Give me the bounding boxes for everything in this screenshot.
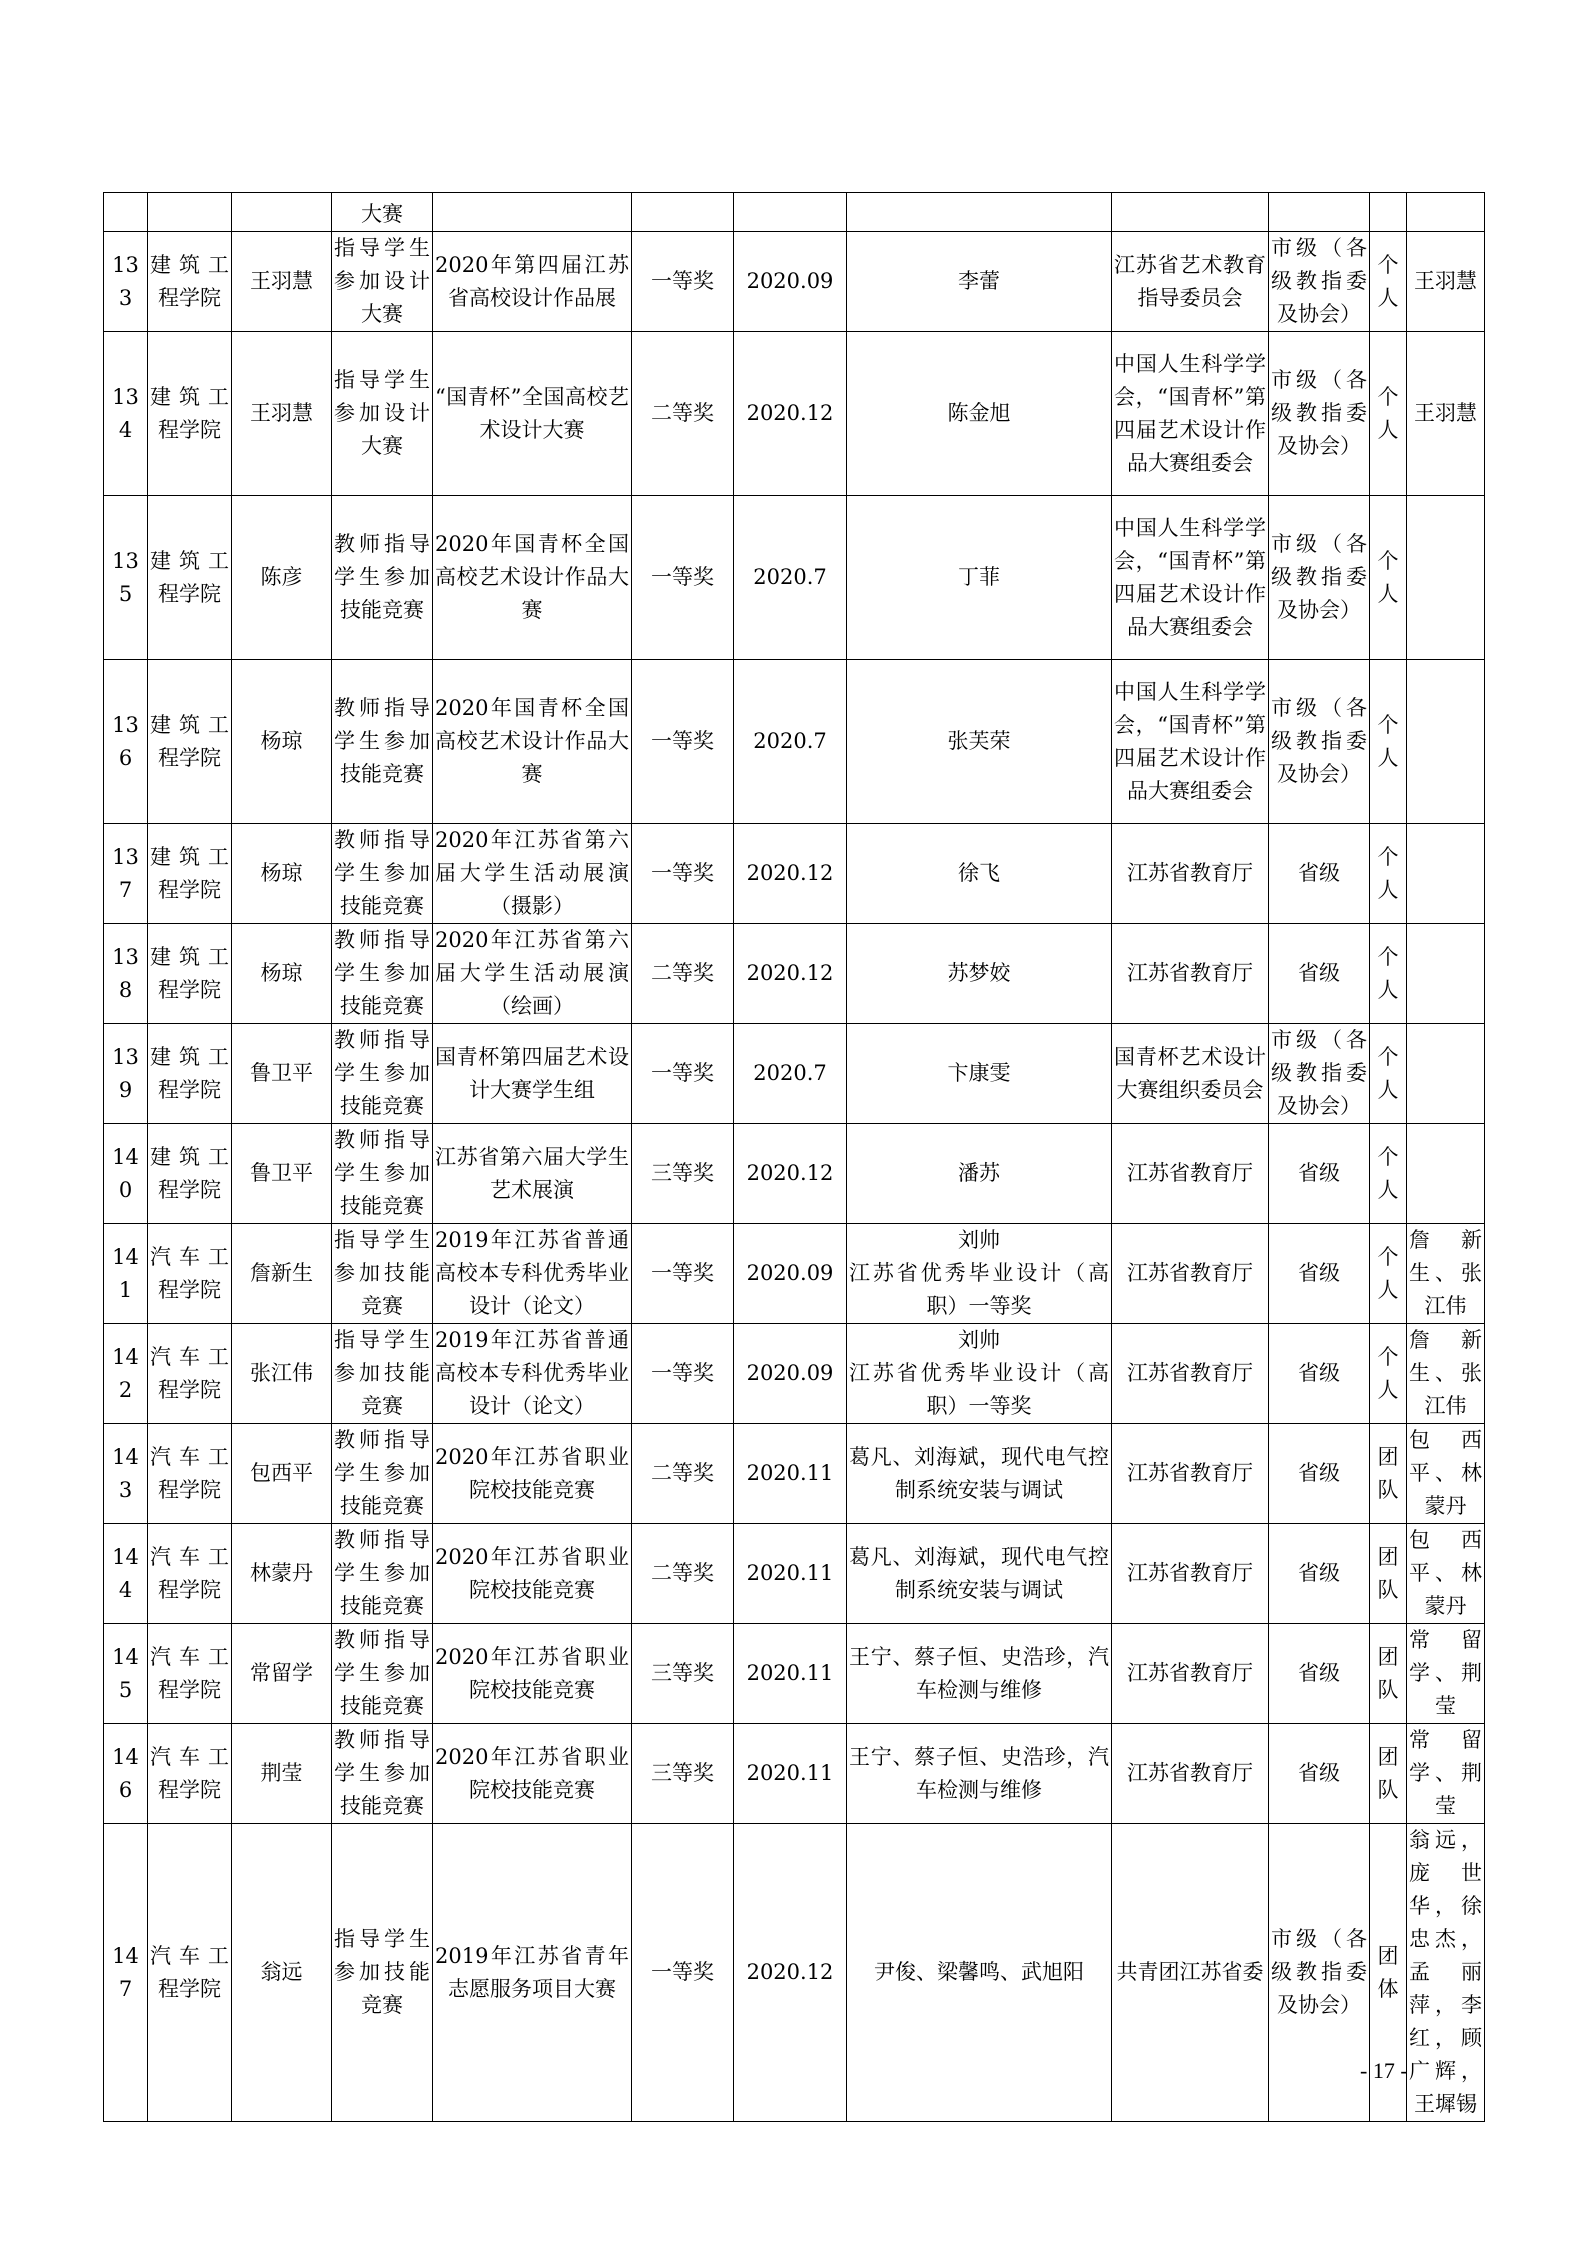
cell-date: 2020.7 [734,496,847,660]
cell-student: 苏梦姣 [847,924,1112,1024]
cell-no: 139 [104,1024,148,1124]
cell-members: 詹新生、张江伟 [1407,1324,1485,1424]
cell-organizer: 中国人生科学学会，“国青杯”第四届艺术设计作品大赛组委会 [1112,496,1269,660]
table-row [104,924,1485,1024]
cell-kind: 个人 [1370,1224,1407,1324]
cell-members [1407,496,1485,660]
cell-kind [1370,193,1407,232]
cell-college: 建筑工程学院 [148,332,232,496]
cell-members: 包西平、林蒙丹 [1407,1424,1485,1524]
cell-level: 市级（各级教指委及协会） [1269,332,1370,496]
cell-award: 二等奖 [632,332,734,496]
cell-college: 汽车工程学院 [148,1424,232,1524]
cell-level: 市级（各级教指委及协会） [1269,660,1370,824]
cell-competition: 2019年江苏省普通高校本专科优秀毕业设计（论文） [433,1324,632,1424]
cell-award: 一等奖 [632,496,734,660]
cell-members [1407,1024,1485,1124]
cell-level: 省级 [1269,1724,1370,1824]
cell-student: 丁菲 [847,496,1112,660]
cell-student: 王宁、蔡子恒、史浩珍，汽车检测与维修 [847,1624,1112,1724]
cell-college: 建筑工程学院 [148,1024,232,1124]
cell-type: 指导学生参加设计大赛 [332,332,433,496]
cell-no: 136 [104,660,148,824]
table-row [104,1824,1485,2122]
table-row [104,660,1485,824]
cell-type: 指导学生参加技能竞赛 [332,1324,433,1424]
cell-competition: 2020年江苏省职业院校技能竞赛 [433,1524,632,1624]
table-row [104,824,1485,924]
cell-no: 140 [104,1124,148,1224]
cell-student: 李蕾 [847,232,1112,332]
cell-date: 2020.09 [734,1324,847,1424]
cell-type: 教师指导学生参加技能竞赛 [332,824,433,924]
cell-competition: “国青杯”全国高校艺术设计大赛 [433,332,632,496]
cell-no: 146 [104,1724,148,1824]
cell-person [232,193,332,232]
cell-date [734,193,847,232]
cell-level: 省级 [1269,924,1370,1024]
cell-date: 2020.09 [734,232,847,332]
table-row [104,1424,1485,1524]
cell-date: 2020.12 [734,1124,847,1224]
cell-organizer: 江苏省教育厅 [1112,824,1269,924]
cell-date: 2020.11 [734,1624,847,1724]
cell-level: 省级 [1269,1124,1370,1224]
cell-date: 2020.11 [734,1524,847,1624]
cell-student: 陈金旭 [847,332,1112,496]
cell-level: 省级 [1269,824,1370,924]
cell-organizer: 国青杯艺术设计大赛组织委员会 [1112,1024,1269,1124]
cell-award: 三等奖 [632,1624,734,1724]
cell-person: 包西平 [232,1424,332,1524]
cell-type: 教师指导学生参加技能竞赛 [332,660,433,824]
cell-date: 2020.12 [734,924,847,1024]
cell-date: 2020.11 [734,1424,847,1524]
cell-no: 141 [104,1224,148,1324]
cell-organizer: 江苏省教育厅 [1112,1724,1269,1824]
cell-award: 二等奖 [632,1524,734,1624]
cell-level: 省级 [1269,1524,1370,1624]
cell-type: 教师指导学生参加技能竞赛 [332,1724,433,1824]
cell-date: 2020.09 [734,1224,847,1324]
cell-level: 省级 [1269,1424,1370,1524]
cell-person: 詹新生 [232,1224,332,1324]
page-number: - 17 - [1360,2058,1408,2083]
cell-student: 王宁、蔡子恒、史浩珍，汽车检测与维修 [847,1724,1112,1824]
cell-award: 一等奖 [632,1824,734,2122]
cell-no: 137 [104,824,148,924]
cell-student: 尹俊、梁馨鸣、武旭阳 [847,1824,1112,2122]
cell-college: 建筑工程学院 [148,496,232,660]
cell-type: 教师指导学生参加技能竞赛 [332,1524,433,1624]
cell-student: 潘苏 [847,1124,1112,1224]
cell-kind: 个人 [1370,824,1407,924]
cell-level: 省级 [1269,1324,1370,1424]
cell-award: 二等奖 [632,924,734,1024]
cell-student: 卞康雯 [847,1024,1112,1124]
cell-type: 教师指导学生参加技能竞赛 [332,1124,433,1224]
cell-person: 鲁卫平 [232,1124,332,1224]
cell-college: 汽车工程学院 [148,1324,232,1424]
cell-competition: 2020年江苏省第六届大学生活动展演（摄影） [433,824,632,924]
cell-award [632,193,734,232]
cell-person: 王羽慧 [232,332,332,496]
cell-award: 一等奖 [632,824,734,924]
cell-no: 144 [104,1524,148,1624]
cell-organizer: 江苏省教育厅 [1112,1224,1269,1324]
cell-members [1407,824,1485,924]
cell-organizer: 共青团江苏省委 [1112,1824,1269,2122]
cell-person: 杨琼 [232,824,332,924]
cell-award: 一等奖 [632,1224,734,1324]
cell-person: 荆莹 [232,1724,332,1824]
cell-members: 常留学、荆莹 [1407,1724,1485,1824]
cell-organizer: 江苏省教育厅 [1112,1524,1269,1624]
cell-type: 大赛 [332,193,433,232]
cell-competition: 2019年江苏省青年志愿服务项目大赛 [433,1824,632,2122]
cell-level: 市级（各级教指委及协会） [1269,232,1370,332]
cell-no: 138 [104,924,148,1024]
cell-type: 指导学生参加技能竞赛 [332,1224,433,1324]
cell-award: 三等奖 [632,1724,734,1824]
cell-competition: 2020年江苏省职业院校技能竞赛 [433,1724,632,1824]
cell-student: 刘帅 江苏省优秀毕业设计（高职）一等奖 [847,1224,1112,1324]
cell-kind: 个人 [1370,496,1407,660]
cell-type: 教师指导学生参加技能竞赛 [332,1424,433,1524]
cell-person: 翁远 [232,1824,332,2122]
cell-no: 135 [104,496,148,660]
cell-competition: 国青杯第四届艺术设计大赛学生组 [433,1024,632,1124]
cell-members: 包西平、林蒙丹 [1407,1524,1485,1624]
cell-kind: 团队 [1370,1624,1407,1724]
cell-members [1407,660,1485,824]
cell-level: 市级（各级教指委及协会） [1269,1024,1370,1124]
cell-kind: 个人 [1370,332,1407,496]
cell-members: 王羽慧 [1407,232,1485,332]
cell-college [148,193,232,232]
cell-kind: 团队 [1370,1724,1407,1824]
cell-award: 三等奖 [632,1124,734,1224]
cell-student: 张芙荣 [847,660,1112,824]
cell-type: 教师指导学生参加技能竞赛 [332,1024,433,1124]
cell-members: 常留学、荆莹 [1407,1624,1485,1724]
cell-person: 林蒙丹 [232,1524,332,1624]
table-row [104,1224,1485,1324]
cell-type: 教师指导学生参加技能竞赛 [332,496,433,660]
cell-kind: 个人 [1370,232,1407,332]
table-row [104,1624,1485,1724]
cell-no: 147 [104,1824,148,2122]
cell-person: 张江伟 [232,1324,332,1424]
cell-no: 134 [104,332,148,496]
cell-college: 建筑工程学院 [148,232,232,332]
cell-organizer: 江苏省教育厅 [1112,1124,1269,1224]
cell-college: 汽车工程学院 [148,1224,232,1324]
cell-organizer: 江苏省教育厅 [1112,1324,1269,1424]
cell-college: 汽车工程学院 [148,1524,232,1624]
cell-members [1407,193,1485,232]
cell-competition: 2020年国青杯全国高校艺术设计作品大赛 [433,660,632,824]
cell-college: 建筑工程学院 [148,824,232,924]
cell-college: 建筑工程学院 [148,660,232,824]
cell-college: 汽车工程学院 [148,1724,232,1824]
award-table [103,192,1485,2122]
cell-student: 徐飞 [847,824,1112,924]
cell-college: 建筑工程学院 [148,924,232,1024]
cell-award: 一等奖 [632,660,734,824]
cell-date: 2020.11 [734,1724,847,1824]
cell-college: 汽车工程学院 [148,1824,232,2122]
table-row [104,1024,1485,1124]
cell-award: 一等奖 [632,1024,734,1124]
cell-members [1407,924,1485,1024]
table-body [104,193,1485,2122]
cell-kind: 团体 [1370,1824,1407,2122]
cell-competition: 2020年江苏省职业院校技能竞赛 [433,1424,632,1524]
cell-student: 刘帅 江苏省优秀毕业设计（高职）一等奖 [847,1324,1112,1424]
cell-organizer: 江苏省教育厅 [1112,924,1269,1024]
cell-student: 葛凡、刘海斌，现代电气控制系统安装与调试 [847,1524,1112,1624]
cell-competition [433,193,632,232]
cell-type: 教师指导学生参加技能竞赛 [332,924,433,1024]
cell-kind: 个人 [1370,1124,1407,1224]
table-row [104,1524,1485,1624]
table-row [104,496,1485,660]
cell-student [847,193,1112,232]
cell-competition: 2020年国青杯全国高校艺术设计作品大赛 [433,496,632,660]
cell-person: 常留学 [232,1624,332,1724]
cell-members: 翁远，庞世华，徐忠杰，孟丽萍，李红，顾广辉，王墀锡 [1407,1824,1485,2122]
cell-award: 一等奖 [632,232,734,332]
cell-award: 一等奖 [632,1324,734,1424]
cell-kind: 个人 [1370,1024,1407,1124]
cell-organizer: 中国人生科学学会，“国青杯”第四届艺术设计作品大赛组委会 [1112,660,1269,824]
cell-student: 葛凡、刘海斌，现代电气控制系统安装与调试 [847,1424,1112,1524]
cell-kind: 团队 [1370,1524,1407,1624]
cell-level [1269,193,1370,232]
cell-type: 指导学生参加设计大赛 [332,232,433,332]
cell-kind: 个人 [1370,660,1407,824]
table-row [104,332,1485,496]
cell-kind: 个人 [1370,924,1407,1024]
cell-date: 2020.12 [734,332,847,496]
cell-organizer: 中国人生科学学会，“国青杯”第四届艺术设计作品大赛组委会 [1112,332,1269,496]
cell-members [1407,1124,1485,1224]
cell-person: 王羽慧 [232,232,332,332]
cell-type: 指导学生参加技能竞赛 [332,1824,433,2122]
cell-date: 2020.7 [734,1024,847,1124]
cell-organizer: 江苏省教育厅 [1112,1424,1269,1524]
cell-organizer: 江苏省艺术教育指导委员会 [1112,232,1269,332]
table-row [104,1124,1485,1224]
cell-competition: 江苏省第六届大学生艺术展演 [433,1124,632,1224]
cell-date: 2020.7 [734,660,847,824]
cell-level: 省级 [1269,1624,1370,1724]
cell-no: 143 [104,1424,148,1524]
cell-level: 市级（各级教指委及协会） [1269,496,1370,660]
cell-organizer: 江苏省教育厅 [1112,1624,1269,1724]
cell-competition: 2020年江苏省第六届大学生活动展演（绘画） [433,924,632,1024]
cell-members: 王羽慧 [1407,332,1485,496]
cell-date: 2020.12 [734,1824,847,2122]
cell-person: 杨琼 [232,660,332,824]
cell-type: 教师指导学生参加技能竞赛 [332,1624,433,1724]
cell-members: 詹新生、张江伟 [1407,1224,1485,1324]
cell-kind: 个人 [1370,1324,1407,1424]
cell-competition: 2020年第四届江苏省高校设计作品展 [433,232,632,332]
cell-award: 二等奖 [632,1424,734,1524]
cell-organizer [1112,193,1269,232]
cell-competition: 2019年江苏省普通高校本专科优秀毕业设计（论文） [433,1224,632,1324]
cell-college: 建筑工程学院 [148,1124,232,1224]
cell-person: 陈彦 [232,496,332,660]
table-row [104,1724,1485,1824]
cell-college: 汽车工程学院 [148,1624,232,1724]
cell-no [104,193,148,232]
cell-person: 杨琼 [232,924,332,1024]
cell-no: 133 [104,232,148,332]
table-row [104,1324,1485,1424]
cell-kind: 团队 [1370,1424,1407,1524]
cell-no: 142 [104,1324,148,1424]
table-row [104,232,1485,332]
carryover-row [104,193,1485,232]
cell-person: 鲁卫平 [232,1024,332,1124]
cell-level: 市级（各级教指委及协会） [1269,1824,1370,2122]
cell-no: 145 [104,1624,148,1724]
cell-date: 2020.12 [734,824,847,924]
cell-competition: 2020年江苏省职业院校技能竞赛 [433,1624,632,1724]
cell-level: 省级 [1269,1224,1370,1324]
